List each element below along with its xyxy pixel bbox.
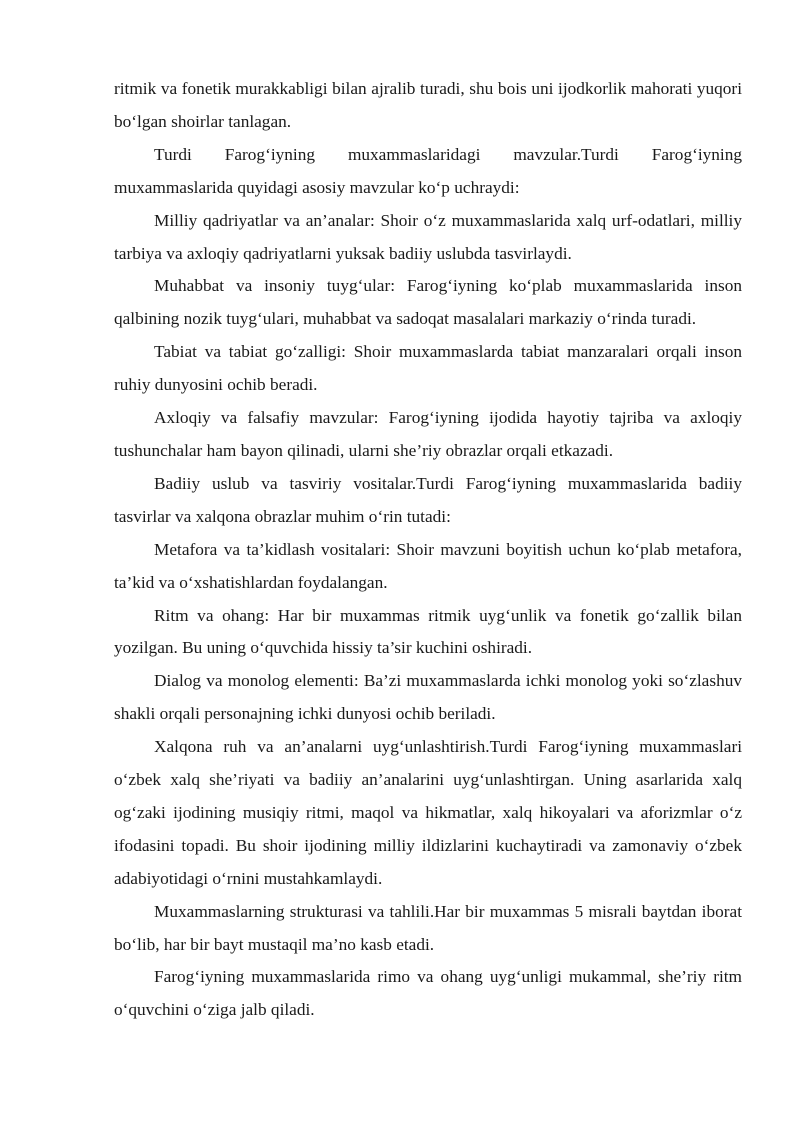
paragraph-rhythm: Ritm va ohang: Har bir muxammas ritmik uyg‘unlik va fonetik go‘zallik bilan yozilgan. Bu uning o‘quvchida hissiy ta’sir kuchini oshiradi. xyxy=(114,605,742,658)
paragraph-metaphor: Metafora va ta’kidlash vositalari: Shoir mavzuni boyitish uchun ko‘plab metafora, ta’kid va o‘xshatishlardan foydalangan. xyxy=(114,539,742,592)
paragraph-ethics-philosophy: Axloqiy va falsafiy mavzular: Farog‘iyning ijodida hayotiy tajriba va axloqiy tushunchalar ham bayon qilinadi, ularni she’riy obrazlar orqali etkazadi. xyxy=(114,408,742,460)
paragraph-structure: Muxammaslarning strukturasi va tahlili.Har bir muxammas 5 misrali baytdan iborat bo‘lib, har bir bayt mustaqil ma’no kasb etadi. xyxy=(114,901,742,954)
paragraph-national-values: Milliy qadriyatlar va an’analar: Shoir o‘z muxammaslarida xalq urf-odatlari, milliy tarbiya va axloqiy qadriyatlarni yuksak badiiy uslubda tasvirlaydi. xyxy=(114,210,742,263)
paragraph-dialog-monolog: Dialog va monolog elementi: Ba’zi muxammaslarda ichki monolog yoki so‘zlashuv shakli orqali personajning ichki dunyosi ochib beriladi. xyxy=(114,671,742,724)
paragraph-nature: Tabiat va tabiat go‘zalligi: Shoir muxammaslarda tabiat manzaralari orqali inson ruhiy dunyosini ochib beradi. xyxy=(114,342,742,395)
paragraph-artistic-style: Badiiy uslub va tasviriy vositalar.Turdi Farog‘iyning muxammaslarida badiiy tasvirlar va xalqona obrazlar muhim o‘rin tutadi: xyxy=(114,473,742,526)
paragraph-love-feelings: Muhabbat va insoniy tuyg‘ular: Farog‘iyning ko‘plab muxammaslarida inson qalbining nozik tuyg‘ulari, muhabbat va sadoqat masalalari markaziy o‘rinda turadi. xyxy=(114,276,742,329)
paragraph-folk-spirit: Xalqona ruh va an’analarni uyg‘unlashtirish.Turdi Farog‘iyning muxammaslari o‘zbek xalq she’riyati va badiiy an’analarini uyg‘unlashtirgan. Uning asarlarida xalq og‘zaki ijodining musiqiy ritmi, maqol va hikmatlar, xalq hikoyalari va aforizmlar o‘z ifodasini topadi. Bu shoir ijodining milliy ildizlarini kuchaytiradi va zamonaviy o‘zbek adabiyotidagi o‘rnini mustahkamlaydi. xyxy=(114,737,742,888)
paragraph-rhyme-melody: Farog‘iyning muxammaslarida rimo va ohang uyg‘unligi mukammal, she’riy ritm o‘quvchini o‘ziga jalb qiladi. xyxy=(114,967,742,1020)
paragraph-continuation: ritmik va fonetik murakkabligi bilan ajralib turadi, shu bois uni ijodkorlik mahorati yuqori bo‘lgan shoirlar tanlagan. xyxy=(114,79,742,131)
paragraph-themes-intro: Turdi Farog‘iyning muxammaslaridagi mavzular.Turdi Farog‘iyning muxammaslarida quyidagi asosiy mavzular ko‘p uchraydi: xyxy=(114,144,742,197)
body-text xyxy=(114,73,742,1027)
